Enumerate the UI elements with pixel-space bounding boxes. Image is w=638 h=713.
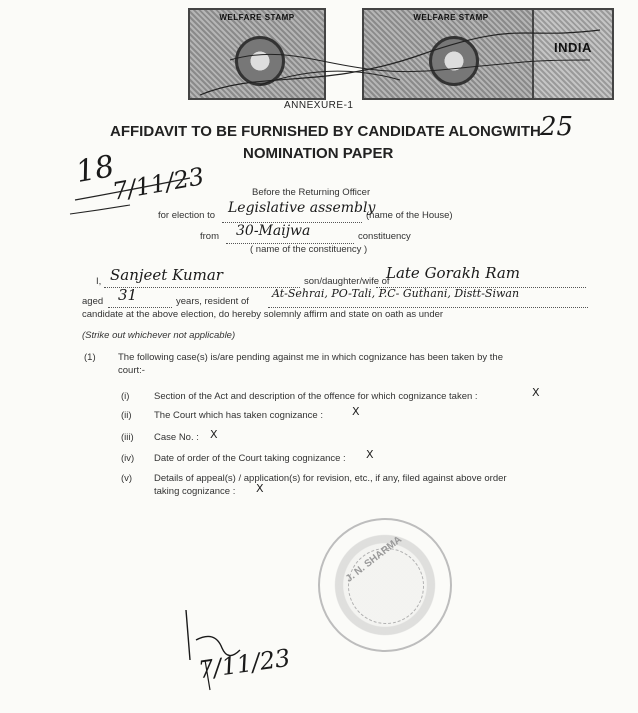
page-title-line1: AFFIDAVIT TO BE FURNISHED BY CANDIDATE ALONGWITH xyxy=(110,123,541,140)
relation-label: son/daughter/wife of xyxy=(304,276,390,287)
house-handwritten: Legislative assembly xyxy=(228,200,376,216)
stamp-label: INDIA xyxy=(554,40,592,55)
item-number: (1) xyxy=(84,352,96,363)
sub-item-text: Date of order of the Court taking cognizance : xyxy=(154,453,346,464)
item-text-cont: court:- xyxy=(118,365,145,376)
sub-item-text: Case No. : xyxy=(154,432,199,443)
handwritten-number: 18 xyxy=(73,148,117,191)
cross-mark: X xyxy=(256,482,264,495)
handwritten-date: 7/11/23 xyxy=(110,162,207,206)
address-handwritten: At-Sehrai, PO-Tali, P.C- Guthani, Distt-Siwan xyxy=(272,287,520,300)
father-handwritten: Late Gorakh Ram xyxy=(386,264,521,282)
sub-item-number: (iv) xyxy=(121,453,135,464)
sub-item-text: The Court which has taken cognizance : xyxy=(154,410,323,421)
sub-item-text-cont: taking cognizance : xyxy=(154,486,236,497)
candidate-statement: candidate at the above election, do hereby solemnly affirm and state on oath as under xyxy=(82,309,444,320)
signature-date: 7/11/23 xyxy=(196,643,293,685)
annexure-label: ANNEXURE-1 xyxy=(284,100,354,111)
seal-text: J. N. SHARMA xyxy=(343,534,404,585)
age-handwritten: 31 xyxy=(118,286,138,304)
constituency-note: ( name of the constituency ) xyxy=(250,244,368,255)
election-to-label: for election to xyxy=(158,210,216,221)
sub-item-number: (ii) xyxy=(121,410,132,421)
cross-mark: X xyxy=(366,448,374,461)
sub-item-number: (i) xyxy=(121,391,130,402)
corner-handwritten-number: 25 xyxy=(540,112,574,142)
sub-item-number: (iii) xyxy=(121,432,134,443)
stamp-label: WELFARE STAMP xyxy=(219,13,295,22)
cross-mark: X xyxy=(352,405,360,418)
stamp-label: WELFARE STAMP xyxy=(413,13,489,22)
item-text: The following case(s) is/are pending against me in which cognizance has been taken by the xyxy=(118,352,503,363)
page-title-line2: NOMINATION PAPER xyxy=(243,145,394,162)
from-label: from xyxy=(200,231,219,242)
cross-mark: X xyxy=(210,428,218,441)
constituency-label: constituency xyxy=(358,231,411,242)
i-label: I, xyxy=(96,276,102,287)
house-label: (name of the House) xyxy=(366,210,453,221)
aged-label: aged xyxy=(82,296,104,307)
strike-note: (Strike out whichever not applicable) xyxy=(82,330,236,341)
years-resident-label: years, resident of xyxy=(176,296,249,307)
sub-item-text: Details of appeal(s) / application(s) for revision, etc., if any, filed against above order xyxy=(154,473,507,484)
sub-item-number: (v) xyxy=(121,473,133,484)
returning-officer-line: Before the Returning Officer xyxy=(252,187,371,198)
constituency-handwritten: 30-Maijwa xyxy=(236,223,311,239)
name-handwritten: Sanjeet Kumar xyxy=(110,266,223,284)
sub-item-text: Section of the Act and description of the offence for which cognizance taken : xyxy=(154,391,478,402)
cross-mark: X xyxy=(532,386,540,399)
